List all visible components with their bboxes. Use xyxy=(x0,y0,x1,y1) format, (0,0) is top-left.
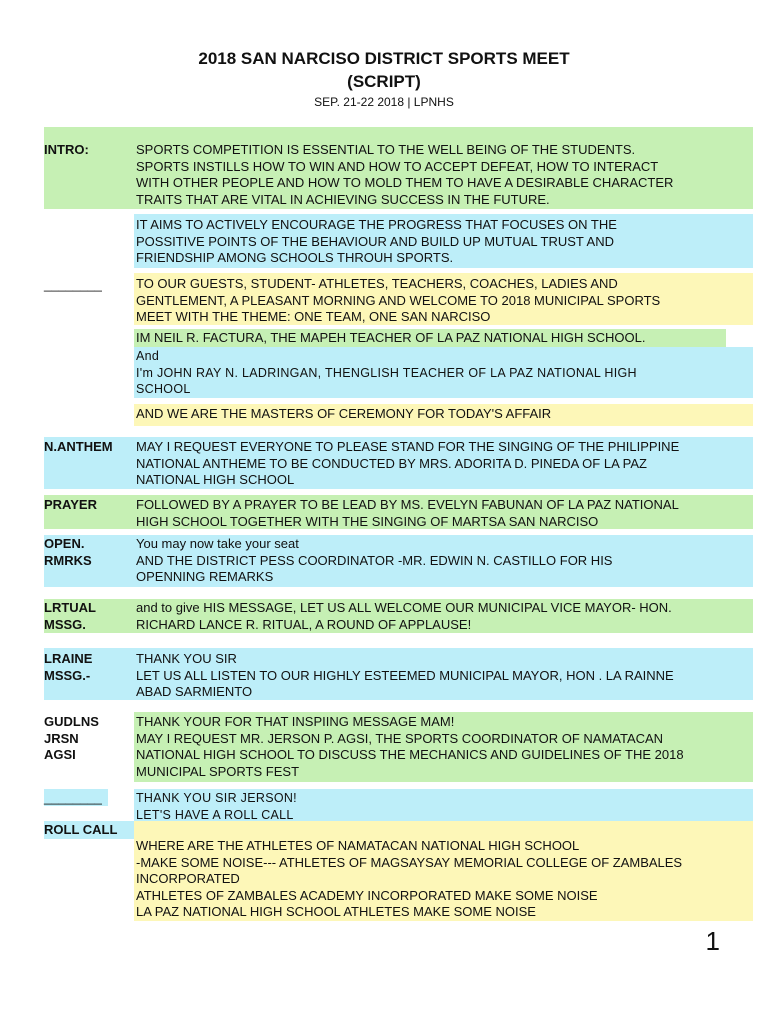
host2-row xyxy=(44,347,753,398)
host1-row xyxy=(44,329,753,347)
anthem-text: MAY I REQUEST EVERYONE TO PLEASE STAND FOR THE SINGING OF THE PHILIPPINE NATIONAL ANTHEME TO BE CONDUCTED BY MRS. ADORITA D. PINEDA OF LA PAZ NATIONAL HIGH SCHOOL xyxy=(136,439,680,487)
prayer-label: PRAYER xyxy=(44,497,97,512)
anthem-row xyxy=(44,437,753,489)
date-venue: SEP. 21-22 2018 | LPNHS xyxy=(314,95,454,109)
thanks-blank: ________ xyxy=(44,790,102,805)
document-subtitle: (SCRIPT) xyxy=(347,72,421,91)
guidelines-text: THANK YOUR FOR THAT INSPIING MESSAGE MAM! MAY I REQUEST MR. JERSON P. AGSI, THE SPORTS COORDINATOR OF NAMATACAN NATIONAL HIGH SCHOOL TO DISCUSS THE MECHANICS AND GUIDELINES OF THE 2018 MUNICIPAL SPORTS FEST xyxy=(136,714,684,779)
document-title: 2018 SAN NARCISO DISTRICT SPORTS MEET xyxy=(198,49,570,68)
intro-row xyxy=(44,127,753,209)
vice-mayor-label: LRTUAL MSSG. xyxy=(44,600,96,632)
guidelines-label: GUDLNS JRSN AGSI xyxy=(44,714,99,762)
host1-text: IM NEIL R. FACTURA, THE MAPEH TEACHER OF LA PAZ NATIONAL HIGH SCHOOL. xyxy=(136,330,646,345)
roll-call-row xyxy=(44,821,753,921)
vice-mayor-row xyxy=(44,599,753,633)
roll-call-label: ROLL CALL xyxy=(44,822,118,837)
greeting-row xyxy=(44,273,753,325)
thanks-row xyxy=(44,789,753,821)
open-remarks-label: OPEN. RMRKS xyxy=(44,536,92,568)
mayor-text: THANK YOU SIR LET US ALL LISTEN TO OUR HIGHLY ESTEEMED MUNICIPAL MAYOR, HON . LA RAINNE ABAD SARMIENTO xyxy=(136,651,674,699)
aims-row xyxy=(44,214,753,268)
thanks-text: THANK YOU SIR JERSON! LET'S HAVE A ROLL CALL xyxy=(136,791,297,822)
masters-row xyxy=(44,404,753,426)
greeting-text: TO OUR GUESTS, STUDENT- ATHLETES, TEACHERS, COACHES, LADIES AND GENTLEMENT, A PLEASANT MORNING AND WELCOME TO 2018 MUNICIPAL SPORTS MEET WITH THE THEME: ONE TEAM, ONE SAN NARCISO xyxy=(136,276,661,324)
prayer-text: FOLLOWED BY A PRAYER TO BE LEAD BY MS. EVELYN FABUNAN OF LA PAZ NATIONAL HIGH SCHOOL TOGETHER WITH THE SINGING OF MARTSA SAN NARCISO xyxy=(136,497,679,529)
guidelines-row xyxy=(44,712,753,782)
intro-label: INTRO: xyxy=(44,142,89,157)
page-number: 1 xyxy=(705,926,720,956)
masters-text: AND WE ARE THE MASTERS OF CEREMONY FOR TODAY'S AFFAIR xyxy=(136,406,552,421)
intro-text: SPORTS COMPETITION IS ESSENTIAL TO THE WELL BEING OF THE STUDENTS. SPORTS INSTILLS HOW TO WIN AND HOW TO ACCEPT DEFEAT, HOW TO INTERACT WITH OTHER PEOPLE AND HOW TO MOLD THEM TO HAVE A DESIRABLE CHARACTER TRAITS THAT ARE VITAL IN ACHIEVING SUCCESS IN THE FUTURE. xyxy=(136,142,674,207)
vice-mayor-text: and to give HIS MESSAGE, LET US ALL WELCOME OUR MUNICIPAL VICE MAYOR- HON. RICHARD LANCE R. RITUAL, A ROUND OF APPLAUSE! xyxy=(136,600,672,632)
host2-text: And I'm JOHN RAY N. LADRINGAN, THENGLISH TEACHER OF LA PAZ NATIONAL HIGH SCHOOL xyxy=(136,349,637,396)
roll-call-text: WHERE ARE THE ATHLETES OF NAMATACAN NATIONAL HIGH SCHOOL -MAKE SOME NOISE--- ATHLETES OF MAGSAYSAY MEMORIAL COLLEGE OF ZAMBALES INCORPORATED ATHLETES OF ZAMBALES ACADEMY INCORPORATED MAKE SOME NOISE LA PAZ NATIONAL HIGH SCHOOL ATHLETES MAKE SOME NOISE xyxy=(136,838,683,919)
anthem-label: N.ANTHEM xyxy=(44,439,113,454)
open-remarks-row xyxy=(44,535,753,587)
prayer-row xyxy=(44,495,753,529)
mayor-row xyxy=(44,648,753,700)
aims-text: IT AIMS TO ACTIVELY ENCOURAGE THE PROGRESS THAT FOCUSES ON THE POSSITIVE POINTS OF THE BEHAVIOUR AND BUILD UP MUTUAL TRUST AND FRIENDSHIP AMONG SCHOOLS THROUH SPORTS. xyxy=(136,217,617,265)
open-remarks-text: You may now take your seat AND THE DISTRICT PESS COORDINATOR -MR. EDWIN N. CASTILLO FOR HIS OPENNING REMARKS xyxy=(136,536,613,584)
greeting-blank: ________ xyxy=(44,277,102,292)
mayor-label: LRAINE MSSG.- xyxy=(44,651,93,683)
